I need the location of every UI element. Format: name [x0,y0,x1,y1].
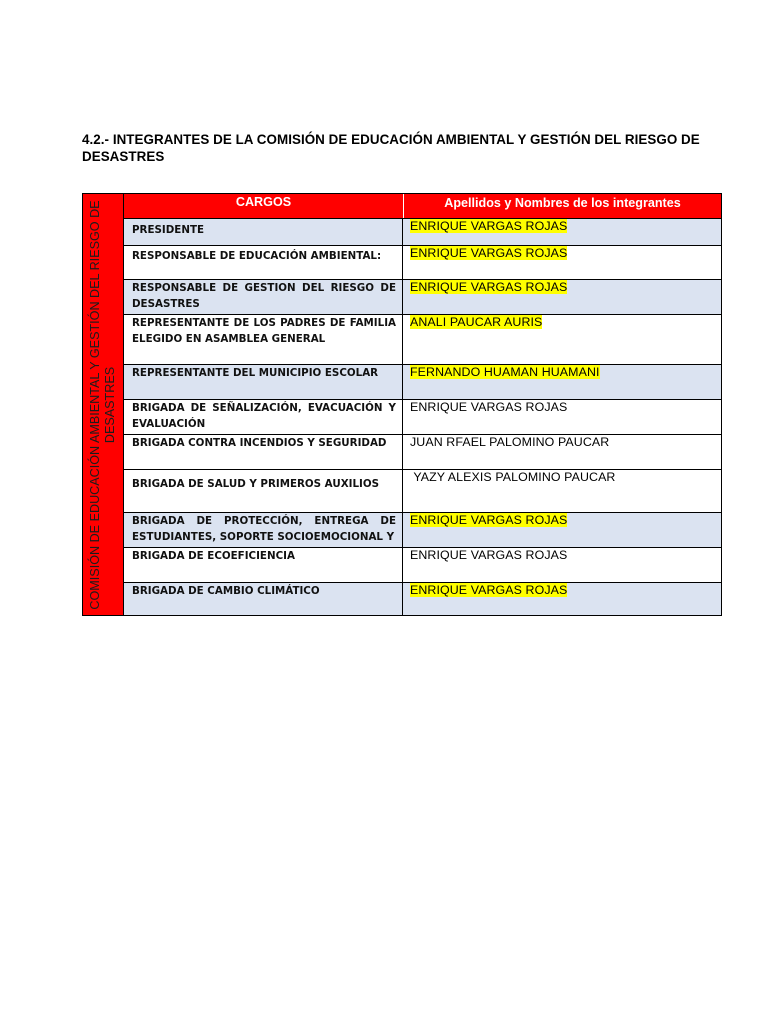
commission-table [82,193,722,616]
member-name: ENRIQUE VARGAS ROJAS [410,583,568,597]
name-cell [403,548,721,582]
cargo-cell: BRIGADA DE SALUD Y PRIMEROS AUXILIOS [124,470,403,512]
name-cell [403,470,721,512]
table-row [124,512,721,547]
section-title: 4.2.- INTEGRANTES DE LA COMISIÓN DE EDUCACIÓN AMBIENTAL Y GESTIÓN DEL RIESGO DE DESASTRES [82,132,700,164]
name-cell [403,280,721,314]
name-cell [403,365,721,399]
member-name: YAZY ALEXIS PALOMINO PAUCAR [410,470,616,484]
table-row [124,582,721,615]
member-name: ENRIQUE VARGAS ROJAS [410,246,568,260]
member-name: ENRIQUE VARGAS ROJAS [410,219,568,233]
member-name: ENRIQUE VARGAS ROJAS [410,400,568,414]
member-name: JUAN RFAEL PALOMINO PAUCAR [410,435,610,449]
cargo-cell: BRIGADA DE ECOEFICIENCIA [124,548,403,582]
side-label-cell [83,194,124,615]
cargo-cell: BRIGADA DE PROTECCIÓN, ENTREGA DE ESTUDIANTES, SOPORTE SOCIOEMOCIONAL Y [124,513,403,547]
cargo-cell: BRIGADA CONTRA INCENDIOS Y SEGURIDAD [124,435,403,469]
table-row [124,434,721,469]
name-cell [403,315,721,364]
cargo-cell: REPRESENTANTE DEL MUNICIPIO ESCOLAR [124,365,403,399]
name-cell [403,400,721,434]
member-name: ENRIQUE VARGAS ROJAS [410,548,568,562]
table-row [124,279,721,314]
cargo-cell: BRIGADA DE CAMBIO CLIMÁTICO [124,583,403,615]
table-row [124,547,721,582]
table-row [124,399,721,434]
cargo-cell: RESPONSABLE DE EDUCACIÓN AMBIENTAL: [124,246,403,279]
name-cell [403,219,721,245]
cargo-cell: REPRESENTANTE DE LOS PADRES DE FAMILIA ELEGIDO EN ASAMBLEA GENERAL [124,315,403,364]
member-name: ENRIQUE VARGAS ROJAS [410,513,568,527]
name-cell [403,583,721,615]
cargo-cell: PRESIDENTE [124,219,403,245]
cargo-cell: RESPONSABLE DE GESTION DEL RIESGO DE DESASTRES [124,280,403,314]
table-row [124,245,721,279]
member-name: ANALI PAUCAR AURIS [410,315,543,329]
side-label: COMISIÓN DE EDUCACIÓN AMBIENTAL Y GESTIÓN DEL RIESGO DE DESASTRES [88,199,117,610]
table-row [124,364,721,399]
member-name: FERNANDO HUAMAN HUAMANI [410,365,600,379]
table-row [124,469,721,512]
table-row [124,218,721,245]
member-name: ENRIQUE VARGAS ROJAS [410,280,568,294]
name-cell [403,435,721,469]
cargo-cell: BRIGADA DE SEÑALIZACIÓN, EVACUACIÓN Y EVALUACIÓN [124,400,403,434]
column-header-nombres: Apellidos y Nombres de los integrantes [403,194,721,218]
column-header-cargos: CARGOS [124,194,403,218]
name-cell [403,513,721,547]
name-cell [403,246,721,279]
table-row [124,314,721,364]
